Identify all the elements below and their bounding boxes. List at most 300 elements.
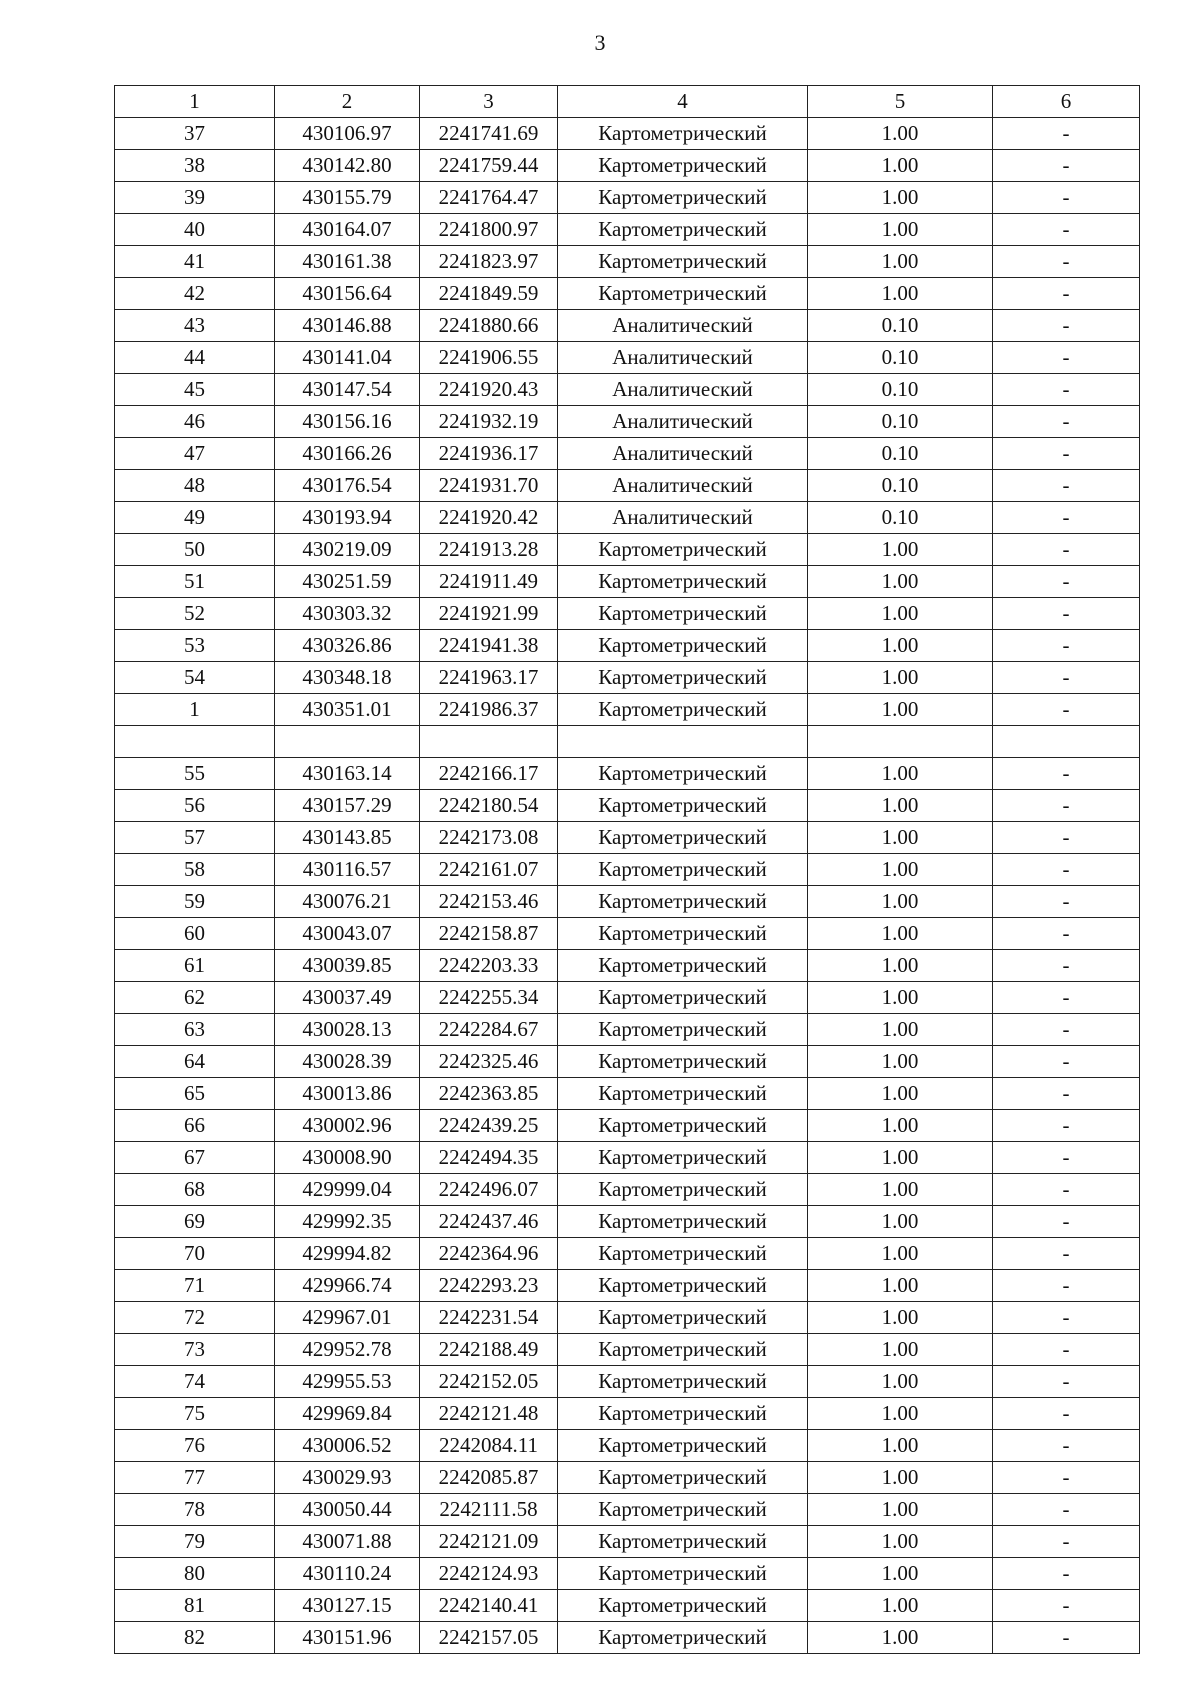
table-row (115, 1078, 1140, 1110)
x-coordinate-cell: 429999.04 (275, 1174, 420, 1206)
method-cell: Картометрический (558, 1526, 808, 1558)
point-number-cell: 56 (115, 790, 275, 822)
x-coordinate-cell: 430013.86 (275, 1078, 420, 1110)
column-header-1: 1 (115, 86, 275, 118)
x-coordinate-cell: 430116.57 (275, 854, 420, 886)
table-row (115, 182, 1140, 214)
note-cell: - (993, 278, 1140, 310)
x-coordinate-cell: 430008.90 (275, 1142, 420, 1174)
x-coordinate-cell: 430147.54 (275, 374, 420, 406)
table-row (115, 1206, 1140, 1238)
y-coordinate-cell: 2242121.48 (420, 1398, 558, 1430)
note-cell: - (993, 566, 1140, 598)
note-cell: - (993, 950, 1140, 982)
accuracy-cell: 1.00 (808, 1206, 993, 1238)
y-coordinate-cell: 2242124.93 (420, 1558, 558, 1590)
x-coordinate-cell: 430076.21 (275, 886, 420, 918)
page-number: 3 (594, 30, 606, 55)
table-row (115, 694, 1140, 726)
point-number-cell: 71 (115, 1270, 275, 1302)
method-cell: Картометрический (558, 982, 808, 1014)
x-coordinate-cell: 430164.07 (275, 214, 420, 246)
table-row (115, 374, 1140, 406)
method-cell: Картометрический (558, 1206, 808, 1238)
y-coordinate-cell: 2241800.97 (420, 214, 558, 246)
table-row (115, 1558, 1140, 1590)
point-number-cell: 81 (115, 1590, 275, 1622)
method-cell: Картометрический (558, 918, 808, 950)
table-row (115, 1462, 1140, 1494)
point-number-cell: 59 (115, 886, 275, 918)
y-coordinate-cell: 2241741.69 (420, 118, 558, 150)
note-cell: - (993, 1494, 1140, 1526)
accuracy-cell: 1.00 (808, 1174, 993, 1206)
method-cell: Картометрический (558, 1078, 808, 1110)
method-cell: Картометрический (558, 694, 808, 726)
method-cell: Аналитический (558, 342, 808, 374)
point-number-cell: 54 (115, 662, 275, 694)
x-coordinate-cell: 430002.96 (275, 1110, 420, 1142)
accuracy-cell: 0.10 (808, 470, 993, 502)
accuracy-cell: 1.00 (808, 1334, 993, 1366)
table-row (115, 726, 1140, 758)
point-number-cell: 49 (115, 502, 275, 534)
point-number-cell: 73 (115, 1334, 275, 1366)
note-cell: - (993, 790, 1140, 822)
x-coordinate-cell: 430219.09 (275, 534, 420, 566)
y-coordinate-cell: 2241963.17 (420, 662, 558, 694)
y-coordinate-cell: 2241913.28 (420, 534, 558, 566)
y-coordinate-cell: 2241823.97 (420, 246, 558, 278)
point-number-cell: 47 (115, 438, 275, 470)
accuracy-cell: 1.00 (808, 246, 993, 278)
note-cell: - (993, 1078, 1140, 1110)
accuracy-cell: 1.00 (808, 1046, 993, 1078)
table-row (115, 1590, 1140, 1622)
column-header-5: 5 (808, 86, 993, 118)
table-row (115, 790, 1140, 822)
note-cell: - (993, 1526, 1140, 1558)
accuracy-cell: 1.00 (808, 118, 993, 150)
table-row (115, 1494, 1140, 1526)
x-coordinate-cell: 429966.74 (275, 1270, 420, 1302)
note-cell: - (993, 1046, 1140, 1078)
y-coordinate-cell: 2241906.55 (420, 342, 558, 374)
table-row (115, 982, 1140, 1014)
table-row (115, 118, 1140, 150)
method-cell: Картометрический (558, 1398, 808, 1430)
accuracy-cell: 0.10 (808, 502, 993, 534)
note-cell: - (993, 342, 1140, 374)
table-row (115, 758, 1140, 790)
note-cell: - (993, 1142, 1140, 1174)
y-coordinate-cell: 2241759.44 (420, 150, 558, 182)
y-coordinate-cell: 2242364.96 (420, 1238, 558, 1270)
y-coordinate-cell: 2242439.25 (420, 1110, 558, 1142)
note-cell: - (993, 598, 1140, 630)
accuracy-cell: 1.00 (808, 1110, 993, 1142)
accuracy-cell: 1.00 (808, 918, 993, 950)
point-number-cell: 53 (115, 630, 275, 662)
x-coordinate-cell: 430156.64 (275, 278, 420, 310)
table-row (115, 1622, 1140, 1654)
point-number-cell: 41 (115, 246, 275, 278)
method-cell: Картометрический (558, 246, 808, 278)
table-row (115, 310, 1140, 342)
y-coordinate-cell: 2241941.38 (420, 630, 558, 662)
point-number-cell: 62 (115, 982, 275, 1014)
table-row (115, 1430, 1140, 1462)
method-cell: Картометрический (558, 1238, 808, 1270)
column-header-4: 4 (558, 86, 808, 118)
x-coordinate-cell: 430037.49 (275, 982, 420, 1014)
note-cell (993, 726, 1140, 758)
method-cell: Картометрический (558, 854, 808, 886)
table-row (115, 534, 1140, 566)
method-cell: Картометрический (558, 1270, 808, 1302)
y-coordinate-cell: 2242231.54 (420, 1302, 558, 1334)
x-coordinate-cell: 430141.04 (275, 342, 420, 374)
x-coordinate-cell: 430050.44 (275, 1494, 420, 1526)
method-cell: Картометрический (558, 150, 808, 182)
y-coordinate-cell: 2242140.41 (420, 1590, 558, 1622)
point-number-cell: 72 (115, 1302, 275, 1334)
column-header-3: 3 (420, 86, 558, 118)
table-row (115, 1174, 1140, 1206)
point-number-cell: 78 (115, 1494, 275, 1526)
method-cell: Аналитический (558, 470, 808, 502)
y-coordinate-cell: 2242494.35 (420, 1142, 558, 1174)
note-cell: - (993, 1206, 1140, 1238)
accuracy-cell: 0.10 (808, 310, 993, 342)
accuracy-cell: 1.00 (808, 1398, 993, 1430)
table-row (115, 1046, 1140, 1078)
method-cell: Картометрический (558, 534, 808, 566)
accuracy-cell: 1.00 (808, 150, 993, 182)
note-cell: - (993, 438, 1140, 470)
accuracy-cell: 1.00 (808, 886, 993, 918)
note-cell: - (993, 1366, 1140, 1398)
accuracy-cell: 1.00 (808, 1494, 993, 1526)
accuracy-cell: 1.00 (808, 1558, 993, 1590)
method-cell: Картометрический (558, 182, 808, 214)
y-coordinate-cell: 2241764.47 (420, 182, 558, 214)
point-number-cell: 50 (115, 534, 275, 566)
point-number-cell: 68 (115, 1174, 275, 1206)
note-cell: - (993, 1334, 1140, 1366)
x-coordinate-cell: 430157.29 (275, 790, 420, 822)
note-cell: - (993, 1430, 1140, 1462)
table-row (115, 1526, 1140, 1558)
table-row (115, 1302, 1140, 1334)
accuracy-cell: 1.00 (808, 694, 993, 726)
x-coordinate-cell: 430006.52 (275, 1430, 420, 1462)
note-cell: - (993, 1302, 1140, 1334)
note-cell: - (993, 854, 1140, 886)
note-cell: - (993, 1398, 1140, 1430)
point-number-cell: 75 (115, 1398, 275, 1430)
point-number-cell: 74 (115, 1366, 275, 1398)
table-body (115, 118, 1140, 1654)
point-number-cell: 70 (115, 1238, 275, 1270)
x-coordinate-cell: 430326.86 (275, 630, 420, 662)
y-coordinate-cell: 2242084.11 (420, 1430, 558, 1462)
accuracy-cell: 1.00 (808, 1302, 993, 1334)
y-coordinate-cell: 2242363.85 (420, 1078, 558, 1110)
note-cell: - (993, 1238, 1140, 1270)
table-row (115, 662, 1140, 694)
point-number-cell: 76 (115, 1430, 275, 1462)
y-coordinate-cell: 2242157.05 (420, 1622, 558, 1654)
table-row (115, 950, 1140, 982)
method-cell: Картометрический (558, 1014, 808, 1046)
y-coordinate-cell: 2242437.46 (420, 1206, 558, 1238)
x-coordinate-cell: 430155.79 (275, 182, 420, 214)
point-number-cell: 69 (115, 1206, 275, 1238)
note-cell: - (993, 470, 1140, 502)
table-row (115, 1142, 1140, 1174)
accuracy-cell: 1.00 (808, 566, 993, 598)
accuracy-cell: 1.00 (808, 182, 993, 214)
method-cell: Картометрический (558, 886, 808, 918)
accuracy-cell: 0.10 (808, 438, 993, 470)
note-cell: - (993, 182, 1140, 214)
column-header-6: 6 (993, 86, 1140, 118)
accuracy-cell: 0.10 (808, 374, 993, 406)
accuracy-cell: 1.00 (808, 1014, 993, 1046)
method-cell: Картометрический (558, 598, 808, 630)
accuracy-cell: 1.00 (808, 790, 993, 822)
point-number-cell: 58 (115, 854, 275, 886)
method-cell: Картометрический (558, 1174, 808, 1206)
method-cell: Картометрический (558, 1366, 808, 1398)
accuracy-cell: 1.00 (808, 534, 993, 566)
x-coordinate-cell: 430176.54 (275, 470, 420, 502)
method-cell: Картометрический (558, 1334, 808, 1366)
y-coordinate-cell: 2241986.37 (420, 694, 558, 726)
method-cell: Картометрический (558, 630, 808, 662)
note-cell: - (993, 1558, 1140, 1590)
note-cell: - (993, 118, 1140, 150)
x-coordinate-cell: 429969.84 (275, 1398, 420, 1430)
point-number-cell: 79 (115, 1526, 275, 1558)
point-number-cell: 67 (115, 1142, 275, 1174)
point-number-cell: 60 (115, 918, 275, 950)
point-number-cell (115, 726, 275, 758)
y-coordinate-cell: 2242152.05 (420, 1366, 558, 1398)
table-row (115, 1398, 1140, 1430)
table-row (115, 406, 1140, 438)
x-coordinate-cell: 429952.78 (275, 1334, 420, 1366)
point-number-cell: 77 (115, 1462, 275, 1494)
x-coordinate-cell: 430071.88 (275, 1526, 420, 1558)
point-number-cell: 39 (115, 182, 275, 214)
table-row (115, 854, 1140, 886)
note-cell: - (993, 982, 1140, 1014)
x-coordinate-cell: 430146.88 (275, 310, 420, 342)
accuracy-cell: 1.00 (808, 1142, 993, 1174)
note-cell: - (993, 694, 1140, 726)
note-cell: - (993, 1110, 1140, 1142)
y-coordinate-cell (420, 726, 558, 758)
accuracy-cell (808, 726, 993, 758)
point-number-cell: 51 (115, 566, 275, 598)
table-row (115, 342, 1140, 374)
point-number-cell: 1 (115, 694, 275, 726)
table-row (115, 246, 1140, 278)
point-number-cell: 55 (115, 758, 275, 790)
table-row (115, 150, 1140, 182)
accuracy-cell: 1.00 (808, 854, 993, 886)
note-cell: - (993, 246, 1140, 278)
table-row (115, 1238, 1140, 1270)
method-cell: Картометрический (558, 1046, 808, 1078)
column-header-2: 2 (275, 86, 420, 118)
table-row (115, 1366, 1140, 1398)
method-cell: Картометрический (558, 118, 808, 150)
note-cell: - (993, 1622, 1140, 1654)
accuracy-cell: 1.00 (808, 1622, 993, 1654)
y-coordinate-cell: 2242158.87 (420, 918, 558, 950)
method-cell: Картометрический (558, 1590, 808, 1622)
x-coordinate-cell: 430127.15 (275, 1590, 420, 1622)
table-row (115, 1110, 1140, 1142)
note-cell: - (993, 150, 1140, 182)
y-coordinate-cell: 2242166.17 (420, 758, 558, 790)
accuracy-cell: 1.00 (808, 1366, 993, 1398)
x-coordinate-cell: 430193.94 (275, 502, 420, 534)
y-coordinate-cell: 2241932.19 (420, 406, 558, 438)
x-coordinate-cell: 429992.35 (275, 1206, 420, 1238)
point-number-cell: 82 (115, 1622, 275, 1654)
y-coordinate-cell: 2242121.09 (420, 1526, 558, 1558)
method-cell: Картометрический (558, 1142, 808, 1174)
x-coordinate-cell: 429967.01 (275, 1302, 420, 1334)
x-coordinate-cell: 429994.82 (275, 1238, 420, 1270)
note-cell: - (993, 310, 1140, 342)
table-row (115, 1334, 1140, 1366)
accuracy-cell: 0.10 (808, 342, 993, 374)
x-coordinate-cell: 430166.26 (275, 438, 420, 470)
x-coordinate-cell: 430161.38 (275, 246, 420, 278)
table-row (115, 470, 1140, 502)
y-coordinate-cell: 2241921.99 (420, 598, 558, 630)
y-coordinate-cell: 2242496.07 (420, 1174, 558, 1206)
note-cell: - (993, 374, 1140, 406)
note-cell: - (993, 886, 1140, 918)
table-row (115, 1270, 1140, 1302)
accuracy-cell: 1.00 (808, 1526, 993, 1558)
y-coordinate-cell: 2241920.43 (420, 374, 558, 406)
point-number-cell: 46 (115, 406, 275, 438)
method-cell: Аналитический (558, 438, 808, 470)
y-coordinate-cell: 2242293.23 (420, 1270, 558, 1302)
method-cell: Картометрический (558, 1302, 808, 1334)
accuracy-cell: 1.00 (808, 1078, 993, 1110)
table-row (115, 630, 1140, 662)
method-cell: Картометрический (558, 566, 808, 598)
x-coordinate-cell: 430251.59 (275, 566, 420, 598)
note-cell: - (993, 1174, 1140, 1206)
method-cell: Картометрический (558, 1622, 808, 1654)
note-cell: - (993, 1270, 1140, 1302)
accuracy-cell: 1.00 (808, 950, 993, 982)
method-cell: Картометрический (558, 1494, 808, 1526)
table-row (115, 918, 1140, 950)
x-coordinate-cell: 430163.14 (275, 758, 420, 790)
method-cell: Аналитический (558, 374, 808, 406)
point-number-cell: 40 (115, 214, 275, 246)
x-coordinate-cell: 430348.18 (275, 662, 420, 694)
accuracy-cell: 1.00 (808, 1430, 993, 1462)
method-cell: Аналитический (558, 502, 808, 534)
note-cell: - (993, 758, 1140, 790)
table-row (115, 1014, 1140, 1046)
method-cell: Картометрический (558, 214, 808, 246)
note-cell: - (993, 534, 1140, 566)
method-cell (558, 726, 808, 758)
y-coordinate-cell: 2241936.17 (420, 438, 558, 470)
x-coordinate-cell: 430106.97 (275, 118, 420, 150)
x-coordinate-cell: 430028.39 (275, 1046, 420, 1078)
y-coordinate-cell: 2242161.07 (420, 854, 558, 886)
method-cell: Картометрический (558, 278, 808, 310)
x-coordinate-cell: 430028.13 (275, 1014, 420, 1046)
y-coordinate-cell: 2242153.46 (420, 886, 558, 918)
x-coordinate-cell: 429955.53 (275, 1366, 420, 1398)
y-coordinate-cell: 2242173.08 (420, 822, 558, 854)
y-coordinate-cell: 2242180.54 (420, 790, 558, 822)
accuracy-cell: 1.00 (808, 662, 993, 694)
y-coordinate-cell: 2242325.46 (420, 1046, 558, 1078)
method-cell: Картометрический (558, 758, 808, 790)
table-row (115, 822, 1140, 854)
accuracy-cell: 1.00 (808, 982, 993, 1014)
method-cell: Картометрический (558, 1462, 808, 1494)
x-coordinate-cell: 430043.07 (275, 918, 420, 950)
method-cell: Картометрический (558, 790, 808, 822)
table-row (115, 438, 1140, 470)
x-coordinate-cell: 430303.32 (275, 598, 420, 630)
table-row (115, 278, 1140, 310)
method-cell: Аналитический (558, 310, 808, 342)
note-cell: - (993, 1590, 1140, 1622)
note-cell: - (993, 214, 1140, 246)
x-coordinate-cell: 430143.85 (275, 822, 420, 854)
table-row (115, 566, 1140, 598)
accuracy-cell: 1.00 (808, 278, 993, 310)
accuracy-cell: 1.00 (808, 214, 993, 246)
y-coordinate-cell: 2242188.49 (420, 1334, 558, 1366)
method-cell: Картометрический (558, 1558, 808, 1590)
y-coordinate-cell: 2242255.34 (420, 982, 558, 1014)
y-coordinate-cell: 2241920.42 (420, 502, 558, 534)
coordinates-table (114, 85, 1140, 1654)
point-number-cell: 57 (115, 822, 275, 854)
point-number-cell: 63 (115, 1014, 275, 1046)
y-coordinate-cell: 2242111.58 (420, 1494, 558, 1526)
point-number-cell: 61 (115, 950, 275, 982)
y-coordinate-cell: 2242284.67 (420, 1014, 558, 1046)
point-number-cell: 37 (115, 118, 275, 150)
table-row (115, 214, 1140, 246)
note-cell: - (993, 822, 1140, 854)
y-coordinate-cell: 2241849.59 (420, 278, 558, 310)
accuracy-cell: 1.00 (808, 598, 993, 630)
note-cell: - (993, 1462, 1140, 1494)
x-coordinate-cell: 430151.96 (275, 1622, 420, 1654)
accuracy-cell: 1.00 (808, 1462, 993, 1494)
